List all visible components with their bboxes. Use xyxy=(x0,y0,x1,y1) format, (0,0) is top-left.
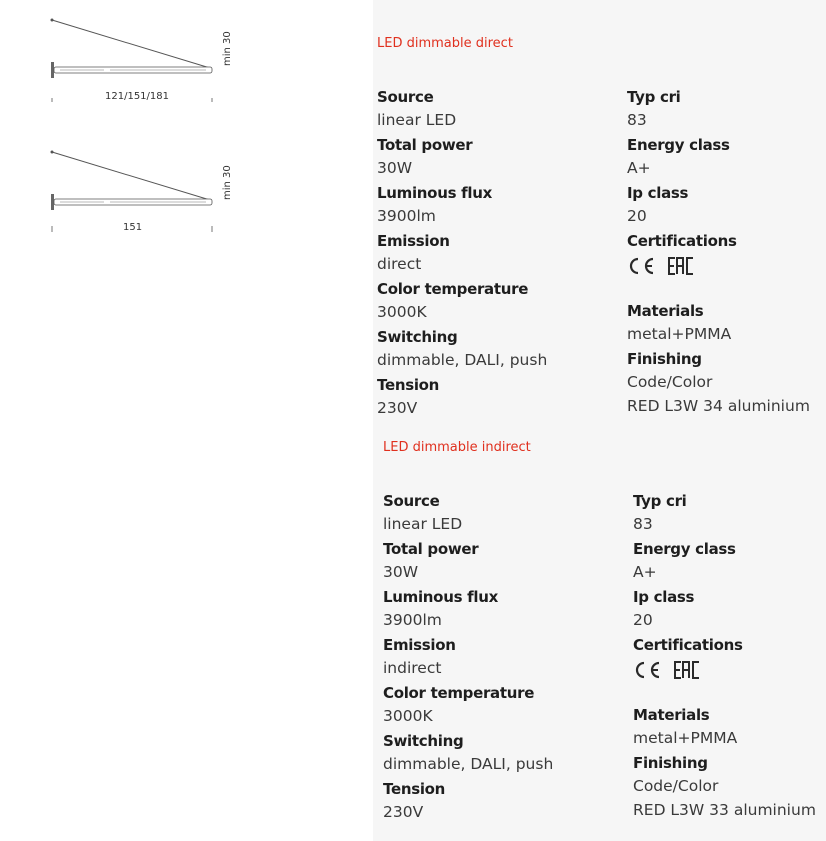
spec-label: Total power xyxy=(383,540,479,558)
ce-mark-icon xyxy=(633,660,661,680)
spec-value: metal+PMMA xyxy=(627,325,732,343)
spec-label: Color temperature xyxy=(377,280,529,298)
eac-mark-icon xyxy=(667,256,695,276)
spec-label: Switching xyxy=(377,328,458,346)
spec-tension xyxy=(383,778,583,826)
spec-label: Tension xyxy=(383,780,446,798)
spec-source xyxy=(377,86,577,134)
spec-value: 3900lm xyxy=(383,611,442,629)
spec-label: Ip class xyxy=(627,184,689,202)
spec-switching xyxy=(383,730,583,778)
spec-label: Materials xyxy=(627,302,704,320)
spec-source xyxy=(383,490,583,538)
spec-value: linear LED xyxy=(377,111,457,129)
spec-ip-class xyxy=(633,586,826,634)
spec-value: A+ xyxy=(633,563,657,581)
spec-value: Code/Color xyxy=(633,777,719,795)
spec-label: Energy class xyxy=(633,540,736,558)
spec-label: Finishing xyxy=(633,754,708,772)
spec-label: Emission xyxy=(383,636,456,654)
spec-finishing xyxy=(633,752,826,822)
spec-label: Total power xyxy=(377,136,473,154)
certifications-label: Certifications xyxy=(627,232,737,250)
spec-value: dimmable, DALI, push xyxy=(377,351,548,369)
certifications-row xyxy=(633,658,826,682)
spec-typ-cri xyxy=(633,490,826,538)
spec-label: Source xyxy=(383,492,440,510)
spec-typ-cri xyxy=(627,86,826,134)
spec-label: Luminous flux xyxy=(383,588,498,606)
spec-value: 3900lm xyxy=(377,207,436,225)
spec-luminous-flux xyxy=(383,586,583,634)
section-title-indirect: LED dimmable indirect xyxy=(383,440,531,455)
spec-materials xyxy=(627,300,826,348)
spec-materials xyxy=(633,704,826,752)
spec-luminous-flux xyxy=(377,182,577,230)
spec-value: A+ xyxy=(627,159,651,177)
spec-color-temperature xyxy=(377,278,577,326)
spec-label: Typ cri xyxy=(633,492,687,510)
spec-value: direct xyxy=(377,255,422,273)
width-dimension-label: 121/151/181 xyxy=(105,91,169,102)
spec-total-power xyxy=(383,538,583,586)
height-dimension-label: min 30 xyxy=(222,31,233,66)
spec-label: Color temperature xyxy=(383,684,535,702)
spec-value: 3000K xyxy=(383,707,433,725)
spec-label: Materials xyxy=(633,706,710,724)
spec-label: Emission xyxy=(377,232,450,250)
spec-tension xyxy=(377,374,577,422)
spec-value: 230V xyxy=(383,803,424,821)
spec-value: 83 xyxy=(633,515,653,533)
spec-value: 230V xyxy=(377,399,418,417)
spec-value: RED L3W 33 aluminium xyxy=(633,801,816,819)
spec-value: metal+PMMA xyxy=(633,729,738,747)
spec-value: 30W xyxy=(383,563,419,581)
spec-label: Energy class xyxy=(627,136,730,154)
spec-label: Finishing xyxy=(627,350,702,368)
specs-left-column-indirect xyxy=(383,490,583,826)
eac-mark-icon xyxy=(673,660,701,680)
spec-label: Ip class xyxy=(633,588,695,606)
spec-ip-class xyxy=(627,182,826,230)
spec-label: Switching xyxy=(383,732,464,750)
spec-value: Code/Color xyxy=(627,373,713,391)
specs-right-column-indirect xyxy=(633,490,826,822)
specs-right-column-direct xyxy=(627,86,826,418)
spec-total-power xyxy=(377,134,577,182)
spec-value: indirect xyxy=(383,659,442,677)
spec-energy-class xyxy=(627,134,826,182)
spec-energy-class xyxy=(633,538,826,586)
spec-label: Typ cri xyxy=(627,88,681,106)
spec-value: dimmable, DALI, push xyxy=(383,755,554,773)
spec-value: linear LED xyxy=(383,515,463,533)
certifications-row xyxy=(627,254,826,278)
spec-value: 83 xyxy=(627,111,647,129)
spec-switching xyxy=(377,326,577,374)
height-dimension-label: min 30 xyxy=(222,165,233,200)
certifications-label: Certifications xyxy=(633,636,743,654)
spec-value: 20 xyxy=(627,207,647,225)
spec-emission xyxy=(383,634,583,682)
ce-mark-icon xyxy=(627,256,655,276)
width-dimension-label: 151 xyxy=(123,222,143,233)
spec-color-temperature xyxy=(383,682,583,730)
spec-label: Tension xyxy=(377,376,440,394)
specs-left-column-direct xyxy=(377,86,577,422)
spec-value: 20 xyxy=(633,611,653,629)
spec-value: 30W xyxy=(377,159,413,177)
diagram-2 xyxy=(44,146,233,242)
spec-value: RED L3W 34 aluminium xyxy=(627,397,810,415)
spec-finishing xyxy=(627,348,826,418)
section-title-direct: LED dimmable direct xyxy=(377,36,513,51)
diagram-1 xyxy=(44,14,233,110)
spec-emission xyxy=(377,230,577,278)
spec-value: 3000K xyxy=(377,303,427,321)
spec-label: Source xyxy=(377,88,434,106)
spec-label: Luminous flux xyxy=(377,184,492,202)
